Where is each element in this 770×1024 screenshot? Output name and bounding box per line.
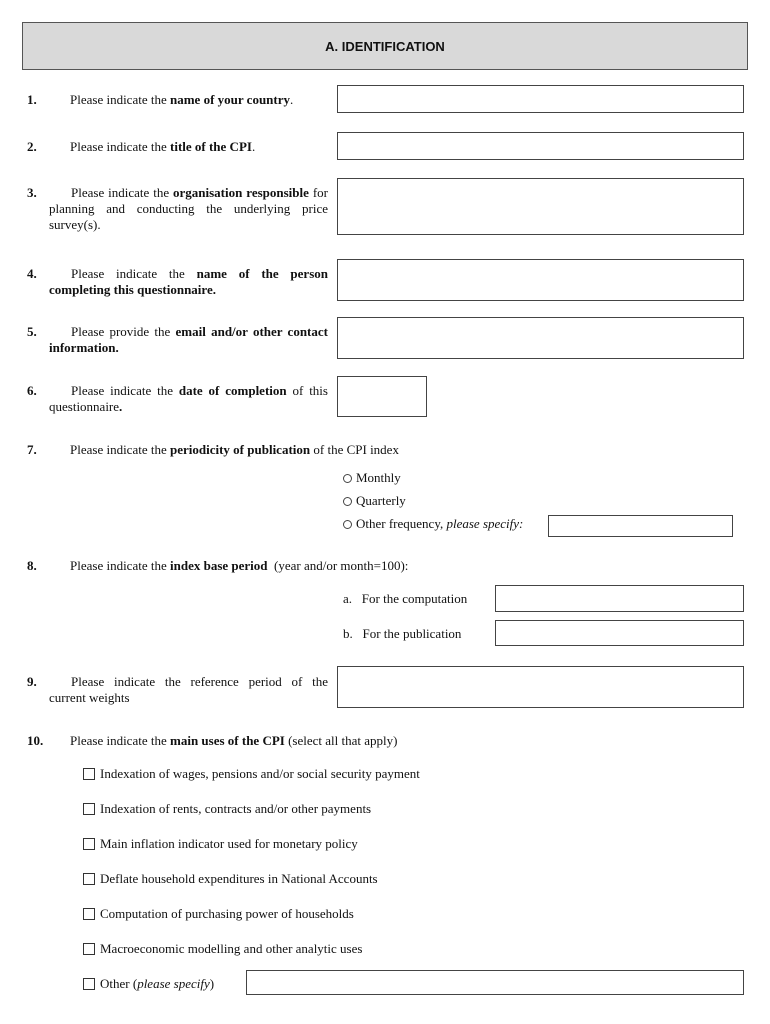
question-7-bold: periodicity of publication	[170, 442, 311, 457]
question-4-bold: name of the person completing this questionnaire.	[49, 266, 328, 297]
option-label: Monthly	[356, 470, 401, 485]
question-1-bold: name of your country	[170, 92, 291, 107]
question-6-label	[49, 383, 328, 415]
checkbox-icon[interactable]	[83, 978, 95, 990]
question-7-text: Please indicate the	[70, 442, 170, 457]
option-label: Macroeconomic modelling and other analytic uses	[100, 941, 363, 956]
question-5-bold: email and/or other contact information.	[49, 324, 328, 355]
question-10-text: Please indicate the	[70, 733, 170, 748]
question-2-number: 2.	[27, 139, 37, 154]
radio-icon[interactable]	[343, 520, 352, 529]
question-9-text: Please indicate the reference period of the current weights	[49, 674, 328, 705]
question-3-label	[49, 185, 328, 233]
option-label: Other (please specify)	[100, 976, 215, 991]
periodicity-option-quarterly[interactable]	[343, 493, 406, 509]
question-9-number: 9.	[27, 674, 37, 689]
use-option-wages[interactable]	[83, 766, 420, 782]
other-frequency-field[interactable]	[548, 515, 733, 537]
section-header	[22, 22, 748, 70]
use-option-rents[interactable]	[83, 801, 371, 817]
question-6-bold: date of completion	[178, 383, 287, 398]
option-label: Other frequency, please specify:	[356, 516, 524, 531]
question-5-number: 5.	[27, 324, 37, 339]
checkbox-icon[interactable]	[83, 873, 95, 885]
checkbox-icon[interactable]	[83, 838, 95, 850]
option-label: Deflate household expenditures in National Accounts	[100, 871, 378, 886]
base-period-computation-field[interactable]	[495, 585, 744, 612]
other-use-field[interactable]	[246, 970, 744, 995]
use-option-other[interactable]	[83, 976, 214, 992]
option-label: Indexation of wages, pensions and/or social security payment	[100, 766, 420, 781]
completion-date-field[interactable]	[337, 376, 427, 417]
question-10-post: (select all that apply)	[284, 733, 398, 748]
question-8-bold: index base period	[170, 558, 268, 573]
question-6-bold2: .	[119, 399, 123, 414]
checkbox-icon[interactable]	[83, 943, 95, 955]
base-period-publication-field[interactable]	[495, 620, 744, 646]
question-2-text: Please indicate the	[70, 139, 170, 154]
question-3-number: 3.	[27, 185, 37, 200]
use-option-purchasing-power[interactable]	[83, 906, 354, 922]
question-6-mid: of this questionnaire	[49, 383, 328, 414]
question-6-number: 6.	[27, 383, 37, 398]
checkbox-icon[interactable]	[83, 908, 95, 920]
question-2-bold: title of the CPI	[170, 139, 252, 154]
question-7-post: of the CPI index	[310, 442, 399, 457]
use-option-macro-modelling[interactable]	[83, 941, 362, 957]
question-8-post: (year and/or month=100):	[267, 558, 409, 573]
section-title: A. IDENTIFICATION	[325, 38, 445, 54]
question-1-text: Please indicate the	[70, 92, 170, 107]
question-3-text: Please indicate the	[71, 185, 174, 200]
please-specify-label: please specify:	[446, 516, 524, 531]
question-5-text: Please provide the	[71, 324, 176, 339]
question-1-number: 1.	[27, 92, 37, 107]
periodicity-option-monthly[interactable]	[343, 470, 401, 486]
periodicity-option-other[interactable]	[343, 516, 523, 532]
cpi-title-field[interactable]	[337, 132, 744, 160]
country-name-field[interactable]	[337, 85, 744, 113]
question-10-number: 10.	[27, 733, 44, 748]
question-9-label	[49, 674, 328, 706]
contact-info-field[interactable]	[337, 317, 744, 359]
question-8-label	[70, 558, 408, 574]
base-period-publication-label: b. For the publication	[343, 626, 462, 641]
question-4-text: Please indicate the	[71, 266, 197, 281]
question-4-number: 4.	[27, 266, 37, 281]
question-3-post: for planning and conducting the underlying price survey(s).	[49, 185, 328, 232]
reference-period-field[interactable]	[337, 666, 744, 708]
question-1-post: .	[290, 92, 294, 107]
question-6-text: Please indicate the	[71, 383, 179, 398]
radio-icon[interactable]	[343, 497, 352, 506]
option-label: Main inflation indicator used for monetary policy	[100, 836, 358, 851]
question-4-label	[49, 266, 328, 298]
question-8-number: 8.	[27, 558, 37, 573]
use-option-monetary-policy[interactable]	[83, 836, 358, 852]
option-label: Computation of purchasing power of households	[100, 906, 354, 921]
option-label: Indexation of rents, contracts and/or other payments	[100, 801, 372, 816]
base-period-computation-label: a. For the computation	[343, 591, 468, 606]
question-7-number: 7.	[27, 442, 37, 457]
question-5-label	[49, 324, 328, 356]
checkbox-icon[interactable]	[83, 768, 95, 780]
checkbox-icon[interactable]	[83, 803, 95, 815]
radio-icon[interactable]	[343, 474, 352, 483]
question-10-label	[70, 733, 397, 749]
question-2-post: .	[251, 139, 256, 154]
question-10-bold: main uses of the CPI	[170, 733, 285, 748]
question-2-label	[70, 139, 255, 155]
use-option-national-accounts[interactable]	[83, 871, 378, 887]
organisation-field[interactable]	[337, 178, 744, 235]
question-8-text: Please indicate the	[70, 558, 170, 573]
question-7-label	[70, 442, 399, 458]
person-name-field[interactable]	[337, 259, 744, 301]
please-specify-label: please specify	[137, 976, 210, 991]
question-1-label	[70, 92, 293, 108]
option-label: Quarterly	[356, 493, 406, 508]
question-3-bold: organisation responsible	[173, 185, 309, 200]
